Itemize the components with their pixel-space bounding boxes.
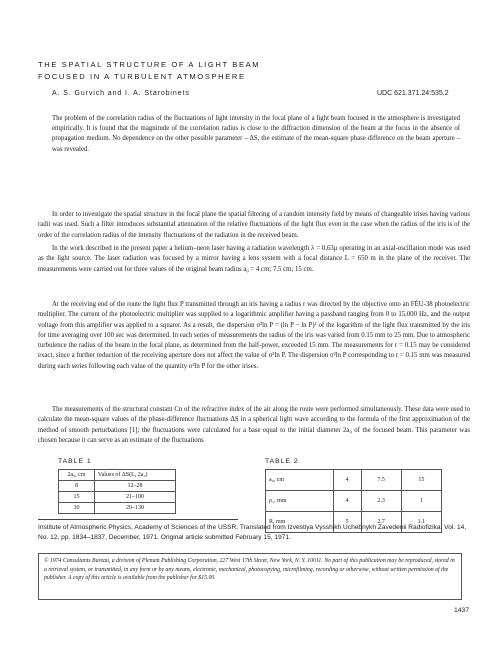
abstract: The problem of the correlation radius of the fluctuations of light intensity in the focal plane of a light beam focused in the atmosphere is investigated empirically. It is found that the magnitude of the correlation radius is close to the diffraction dimension of the beam at the focus in the absence of propagation medium. No dependence on the other possible parameter – ΔS, the estimate of the mean-square phase difference on the beam aperture – was revealed. xyxy=(52,115,460,153)
paragraph-1: In order to investigate the spatial structure in the focal plane the spatial filtering of a random intensity field by means of changeable irises having various radii was used. Such a filter introduces substantial attenuation of the relative fluctuations of the light flux even in the case when the radius of the iris is of the order of the correlation radius of the intensity fluctuations of the radiation in the received beam. xyxy=(38,211,470,239)
table-row xyxy=(59,503,176,514)
table-row xyxy=(59,481,176,492)
udc-code: UDC 621.371.24:535.2 xyxy=(377,90,449,97)
footnote-divider xyxy=(38,519,238,520)
table-cell: 12–28 xyxy=(94,481,175,492)
table-row xyxy=(59,492,176,503)
table-2-caption: TABLE 2 xyxy=(265,458,299,465)
paragraph-4: The measurements of the structural constant Cn of the refractive index of the air along the route were performed simultaneously. These data were used to calculate the mean-square values of the phase-difference fluctuations ΔS in a spherical light wave according to the formula of the first approximation of the method of smooth perturbations [1]; the fluctuations were calculated for a base equal to the initial diameter 2a₀ of the focused beam. This parameter was chosen because it can serve as an estimate of the fluctuations xyxy=(38,406,470,444)
table-cell: 7.5 xyxy=(361,470,401,491)
affiliation-note: Institute of Atmospheric Physics, Academy of Sciences of the USSR. Translated from Izvestiya Vysshikh Uchebnykh Zavedenii Radiofizika, Vol. 14, No. 12, pp. 1834–1837, December, 1971. Original article submitted February 15, 1971. xyxy=(38,524,467,541)
table-header-cell: 2a₀, cm xyxy=(59,470,95,481)
table-cell: a₀, cm xyxy=(266,470,334,491)
authors: A. S. Gurvich and I. A. Starobinets xyxy=(52,90,190,97)
title-line-2: FOCUSED IN A TURBULENT ATMOSPHERE xyxy=(38,72,246,81)
table-cell: 15 xyxy=(59,492,95,503)
table-cell: 1 xyxy=(401,491,441,512)
table-row xyxy=(59,470,176,481)
paper-title xyxy=(38,59,468,83)
paragraph-3: At the receiving end of the route the light flux P transmitted through an iris having a radius r was directed by the objective onto an FÉU-38 photoelectric multiplier. The current of the photoelectric multiplier was supplied to a logarithmic amplifier having a passband ranging from 0 to 15,000 Hz, and the output voltage from this amplifier was applied to a squarer. As a result, the dispersion σ²ln P = (ln P − ln P)² of the logarithm of the light flux transmitted by the iris for time averaging over 100 sec was determined. In each series of measurements the radius of the iris was varied from 0.15 mm to 25 mm. Due to atmospheric turbulence the radius of the beam in the focal plane, as determined from the half-power, exceeded 15 mm. The measurements for r = 0.15 may be considered exact, since a further reduction of the receiving aperture does not affect the value of σ²ln P. The dispersion σ²ln P corresponding to r = 0.15 mm was measured during each series following each value of the quantity σ²ln P for the other irises. xyxy=(38,301,470,370)
table-cell: 30 xyxy=(59,503,95,514)
table-1 xyxy=(58,469,176,514)
table-cell: 20–130 xyxy=(94,503,175,514)
table-cell: 8 xyxy=(59,481,95,492)
page-number: 1437 xyxy=(454,607,470,614)
table-cell: R, mm xyxy=(266,512,334,533)
table-cell: 4 xyxy=(333,491,361,512)
table-cell: 15 xyxy=(401,470,441,491)
table-cell: 4 xyxy=(333,470,361,491)
table-row xyxy=(266,491,442,512)
table-cell: 1.1 xyxy=(401,512,441,533)
table-1-caption: TABLE 1 xyxy=(58,458,92,465)
table-cell: ρ₁, mm xyxy=(266,491,334,512)
table-cell: 2.3 xyxy=(361,491,401,512)
table-header-cell: Values of ΔS(L, 2a₀) xyxy=(94,470,175,481)
table-row xyxy=(266,470,442,491)
copyright-box: © 1974 Consultants Bureau, a division of Plenum Publishing Corporation, 227 West 17th Street, New York, N. Y. 10011. No part of this publication may be reproduced, stored in a retrieval system, or transmitted, in any form or by any means, electronic, mechanical, photocopying, microfilming, recording or otherwise, without written permission of the publisher. A copy of this article is available from the publisher for $15.00. xyxy=(38,553,462,600)
paragraph-2: In the work described in the present paper a helium–neon laser having a radiation wavelength λ = 0.63μ operating in an axial-oscillation mode was used as the light source. The laser radiation was focused by a mirror having a lens system with a focal distance L = 650 m in the plane of the receiver. The measurements were carried out for three values of the original beam radius a₀ = 4 cm; 7.5 cm; 15 cm. xyxy=(38,245,470,273)
table-cell: 5 xyxy=(333,512,361,533)
table-cell: 2.7 xyxy=(361,512,401,533)
table-cell: 21–100 xyxy=(94,492,175,503)
title-line-1: THE SPATIAL STRUCTURE OF A LIGHT BEAM xyxy=(38,60,261,69)
